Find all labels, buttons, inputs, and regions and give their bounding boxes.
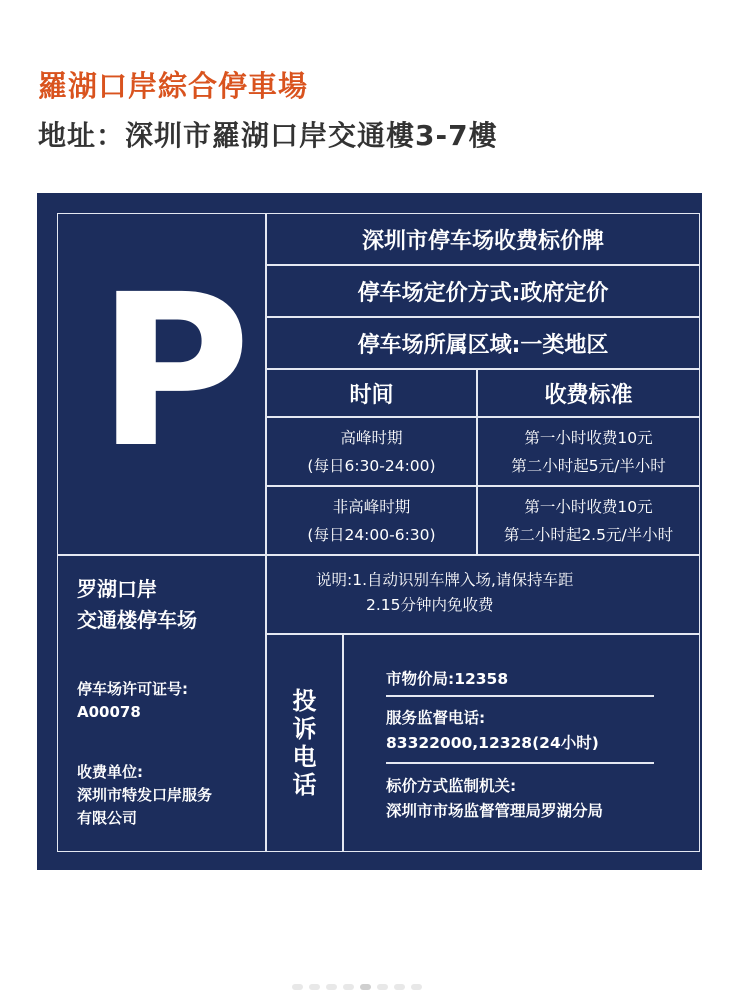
authority-info	[386, 774, 603, 824]
permit-value: A00078	[77, 703, 141, 721]
permit-label: 停车场许可证号:	[77, 680, 188, 698]
zone-label: 停车场所属区域:一类地区	[266, 317, 700, 369]
authority-label: 标价方式监制机关:	[386, 777, 517, 795]
parking-p-letter: P	[97, 249, 251, 494]
offpeak-hours: (每日24:00-6:30)	[307, 525, 436, 544]
service-phone-value: 83322000,12328(24小时)	[386, 734, 599, 752]
note-line2: 2.15分钟内免收费	[366, 596, 494, 614]
carousel-dot[interactable]	[309, 984, 320, 990]
offpeak-fee-line2: 第二小时起2.5元/半小时	[503, 525, 674, 544]
parking-fee-sign	[37, 193, 702, 870]
note-line1: 说明:1.自动识别车牌入场,请保持车距	[316, 571, 574, 589]
complaint-label-box	[266, 634, 343, 852]
column-header-time: 时间	[266, 369, 477, 417]
peak-fee-cell	[477, 417, 700, 486]
parking-lot-name-line2: 交通楼停车场	[77, 608, 197, 632]
authority-value: 深圳市市场监督管理局罗湖分局	[386, 802, 604, 820]
carousel-dot[interactable]	[411, 984, 422, 990]
carousel-dot[interactable]	[377, 984, 388, 990]
offpeak-time-cell	[266, 486, 477, 555]
complaint-divider-2	[386, 762, 654, 764]
column-header-fee: 收费标准	[477, 369, 700, 417]
service-phone-label: 服务监督电话:	[386, 709, 486, 727]
carousel-dot[interactable]	[292, 984, 303, 990]
offpeak-period-label: 非高峰时期	[332, 497, 411, 516]
carousel-dot[interactable]	[343, 984, 354, 990]
page-title: 羅湖口岸綜合停車場	[38, 69, 309, 103]
complaint-divider-1	[386, 695, 654, 697]
service-phone-info	[386, 706, 599, 756]
carousel-dot[interactable]	[326, 984, 337, 990]
carousel-dots[interactable]	[292, 984, 422, 990]
unit-line2: 有限公司	[77, 809, 138, 827]
peak-fee-line1: 第一小时收费10元	[524, 428, 653, 447]
unit-line1: 深圳市特发口岸服务	[77, 786, 213, 804]
unit-info	[77, 761, 212, 830]
notes-text	[316, 568, 573, 618]
permit-info	[77, 678, 188, 724]
price-bureau-phone: 市物价局:12358	[386, 670, 509, 688]
carousel-dot[interactable]	[394, 984, 405, 990]
peak-fee-line2: 第二小时起5元/半小时	[511, 456, 666, 475]
peak-hours: (每日6:30-24:00)	[307, 456, 436, 475]
unit-label: 收费单位:	[77, 763, 143, 781]
peak-time-cell	[266, 417, 477, 486]
offpeak-fee-line1: 第一小时收费10元	[524, 497, 653, 516]
offpeak-fee-cell	[477, 486, 700, 555]
parking-lot-name-line1: 罗湖口岸	[77, 577, 157, 601]
peak-period-label: 高峰时期	[340, 428, 403, 447]
page-address: 地址：深圳市羅湖口岸交通樓3-7樓	[38, 119, 498, 152]
pricing-method: 停车场定价方式:政府定价	[266, 265, 700, 317]
sign-header-title: 深圳市停车场收费标价牌	[266, 213, 700, 265]
carousel-dot-active[interactable]	[360, 984, 371, 990]
parking-lot-name	[77, 574, 197, 636]
complaint-label: 投 诉 电 话	[292, 687, 317, 799]
